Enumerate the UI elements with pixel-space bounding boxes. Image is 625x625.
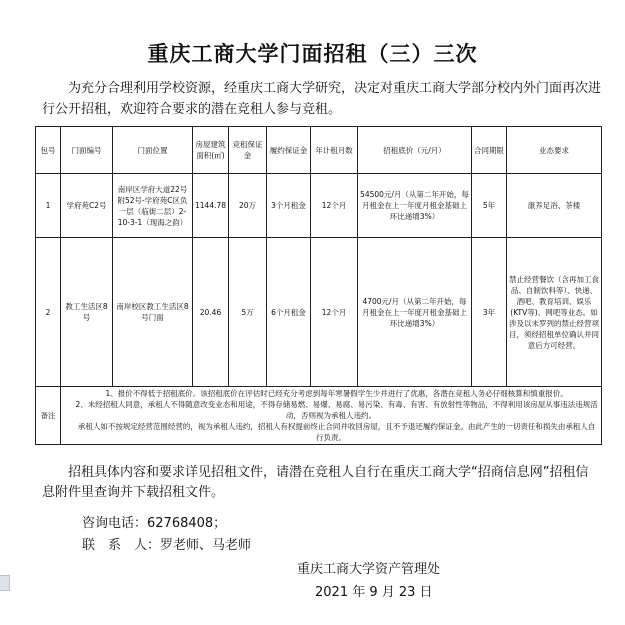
cell-code: 教工生活区8号: [61, 238, 113, 387]
note-item: 1、报价不得低于招租底价。该招租底价在评估时已经充分考虑到每年寒暑假学生少并进行了优惠，各潜在竞租人务必仔细核算和慎重报价。: [105, 389, 568, 398]
cell-term: 3年: [472, 238, 507, 387]
cell-price: 4700元/月（从第二年开始，每月租金在上一年度月租金基础上环比递增3%）: [358, 238, 472, 387]
header-bid-deposit: 竞租保证金: [229, 127, 267, 174]
cell-months: 12个月: [311, 238, 358, 387]
intro-paragraph: 为充分合理利用学校资源，经重庆工商大学研究，决定对重庆工商大学部分校内外门面再次进行公开招租，欢迎符合要求的潜在竞租人参与竞租。: [42, 81, 602, 117]
cell-price: 54500元/月（从第二年开始，每月租金在上一年度月租金基础上环比递增3%）: [358, 174, 472, 238]
notes-label: 备注: [36, 387, 61, 445]
cell-no: 1: [36, 174, 61, 238]
notes-row: [36, 387, 602, 445]
table-row: [36, 174, 602, 238]
notes-content: [61, 387, 602, 445]
cell-business: 禁止经营餐饮（含再加工食品、自制饮料等）、快递、酒吧、教育培训、娱乐(KTV等)、网吧等业态。如涉及以未罗列的禁止经营项目，须经招租单位确认并同意后方可经营。: [507, 238, 602, 387]
cell-code: 学府苑C2号: [61, 174, 113, 238]
header-perf-deposit: 履约保证金: [267, 127, 311, 174]
cell-term: 5年: [472, 174, 507, 238]
header-business: 业态要求: [507, 127, 602, 174]
table-row: [36, 238, 602, 387]
contact-phone: 咨询电话：62768408；: [82, 516, 227, 531]
page-title: 重庆工商大学门面招租（三）三次: [147, 42, 478, 66]
note-item: 2、未经招租人同意，承租人不得随意改变业态和用途，不得存储易燃、易爆、易腐、易污染、有毒、有害、有放射性等物品，不得利用该房屋从事违法违规活动，否则视为承租人违约。: [75, 400, 598, 420]
contact-person: 联 系 人：罗老师、马老师: [82, 538, 252, 553]
cell-months: 12个月: [311, 174, 358, 238]
table-header-row: [36, 127, 602, 174]
header-location: 门面位置: [113, 127, 193, 174]
cell-bid-deposit: 5万: [229, 238, 267, 387]
rental-table: [35, 126, 602, 445]
issue-date: 2021 年 9 月 23 日: [315, 585, 433, 600]
closing-paragraph: 招租具体内容和要求详见招租文件，请潜在竞租人自行在重庆工商大学“招商信息网”招租信息附件里查询并下载招租文件。: [42, 465, 589, 500]
cell-business: 康养足浴、茶楼: [507, 174, 602, 238]
header-price: 招租底价（元/月）: [358, 127, 472, 174]
cell-area: 1144.78: [193, 174, 229, 238]
header-term: 合同期限: [472, 127, 507, 174]
cell-area: 20.46: [193, 238, 229, 387]
cell-no: 2: [36, 238, 61, 387]
cell-location: 南岸校区教工生活区8号门面: [113, 238, 193, 387]
header-months: 年计租月数: [311, 127, 358, 174]
header-area: 房屋建筑面积(㎡): [193, 127, 229, 174]
side-tab-icon[interactable]: [0, 575, 10, 591]
cell-bid-deposit: 20万: [229, 174, 267, 238]
cell-location: 南岸区学府大道22号附52号-学府苑C区负一层（临街二层）2-10-3-1（现海之韵）: [113, 174, 193, 238]
cell-perf-deposit: 3个月租金: [267, 174, 311, 238]
header-package-no: 包号: [36, 127, 61, 174]
issuer: 重庆工商大学资产管理处: [297, 562, 441, 577]
header-shop-code: 门面编号: [61, 127, 113, 174]
note-item: 承租人如不按规定经营范围经营的，视为承租人违约，招租人有权提前终止合同并收回房屋，且不予退还履约保证金。由此产生的一切责任和损失由承租人自行负责。: [77, 422, 596, 442]
cell-perf-deposit: 6个月租金: [267, 238, 311, 387]
